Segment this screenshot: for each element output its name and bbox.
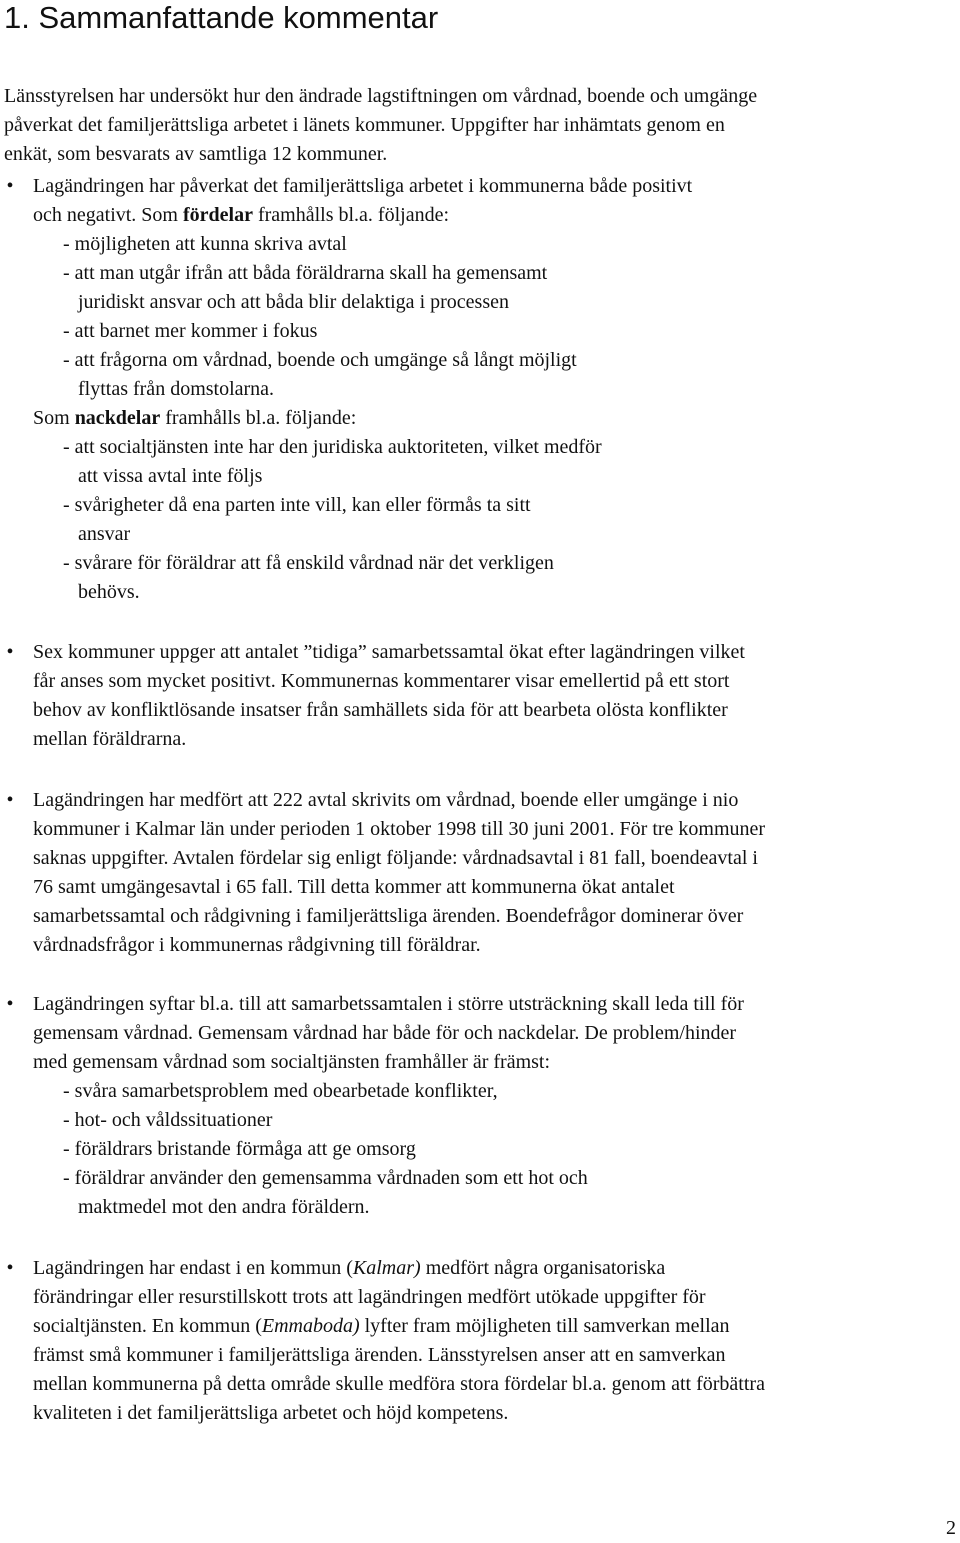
bullet-icon: • xyxy=(6,641,14,663)
text-run: framhålls bl.a. följande: xyxy=(160,407,357,429)
pros-item-continued: juridiskt ansvar och att båda blir delaktiga i processen xyxy=(78,291,509,313)
page-number: 2 xyxy=(946,1517,956,1539)
text-run: lyfter fram möjligheten till samverkan mellan xyxy=(359,1315,730,1337)
bullet-item-problems xyxy=(6,990,958,1222)
bullet-line: Lagändringen har påverkat det familjerättsliga arbetet i kommunerna både positivt xyxy=(33,175,693,197)
bullet-icon: • xyxy=(6,1257,14,1279)
municipality-name: Kalmar) xyxy=(352,1257,421,1279)
bullet-line: Lagändringen har medfört att 222 avtal skrivits om vårdnad, boende eller umgänge i nio xyxy=(33,789,739,811)
cons-item-continued: att vissa avtal inte följs xyxy=(78,465,263,487)
bullet-line: gemensam vårdnad. Gemensam vårdnad har både för och nackdelar. De problem/hinder xyxy=(33,1022,737,1044)
intro-paragraph xyxy=(4,82,956,169)
text-run: framhålls bl.a. följande: xyxy=(252,204,450,226)
emphasis-cons: nackdelar xyxy=(74,407,161,429)
text-run: medfört några organisatoriska xyxy=(420,1257,666,1279)
bullet-item-effects xyxy=(6,172,958,607)
bullet-line: vårdnadsfrågor i kommunernas rådgivning till föräldrar. xyxy=(33,934,481,956)
problem-item: - hot- och våldssituationer xyxy=(63,1109,273,1131)
pros-item: - att barnet mer kommer i fokus xyxy=(63,320,318,342)
bullet-icon: • xyxy=(6,993,14,1015)
bullet-line xyxy=(33,201,958,230)
cons-item: - att socialtjänsten inte har den juridiska auktoriteten, vilket medför xyxy=(63,436,602,458)
bullet-line: 76 samt umgängesavtal i 65 fall. Till detta kommer att kommunerna ökat antalet xyxy=(33,876,675,898)
cons-intro xyxy=(33,404,958,433)
section-heading: 1. Sammanfattande kommentar xyxy=(4,0,439,35)
municipality-name: Emmaboda) xyxy=(261,1315,360,1337)
bullet-line: saknas uppgifter. Avtalen fördelar sig enligt följande: vårdnadsavtal i 81 fall, boendeavtal i xyxy=(33,847,758,869)
text-run: Lagändringen har endast i en kommun ( xyxy=(33,1257,353,1279)
problem-item: - föräldrar använder den gemensamma vårdnaden som ett hot och xyxy=(63,1167,588,1189)
bullet-line: samarbetssamtal och rådgivning i familjerättsliga ärenden. Boendefrågor dominerar över xyxy=(33,905,744,927)
bullet-item-agreements xyxy=(6,786,958,960)
bullet-line: behov av konfliktlösande insatser från samhällets sida för att bearbeta olösta konflikter xyxy=(33,699,728,721)
problem-item: - svåra samarbetsproblem med obearbetade konflikter, xyxy=(63,1080,498,1102)
bullet-line: med gemensam vårdnad som socialtjänsten framhåller är främst: xyxy=(33,1051,551,1073)
pros-item: - att man utgår ifrån att båda föräldrarna skall ha gemensamt xyxy=(63,262,548,284)
bullet-icon: • xyxy=(6,175,14,197)
cons-item-continued: ansvar xyxy=(78,523,131,545)
bullet-line: förändringar eller resurstillskott trots att lagändringen medfört utökade uppgifter för xyxy=(33,1286,706,1308)
intro-line: påverkat det familjerättsliga arbetet i länets kommuner. Uppgifter har inhämtats genom en xyxy=(4,114,725,136)
pros-item: - möjligheten att kunna skriva avtal xyxy=(63,233,347,255)
bullet-line: främst små kommuner i familjerättsliga ärenden. Länsstyrelsen anser att en samverkan xyxy=(33,1344,726,1366)
text-run: Som xyxy=(33,407,75,429)
text-run: och negativt. Som xyxy=(33,204,183,226)
intro-line: enkät, som besvarats av samtliga 12 kommuner. xyxy=(4,143,388,165)
text-run: socialtjänsten. En kommun ( xyxy=(33,1315,262,1337)
emphasis-pros: fördelar xyxy=(182,204,253,226)
bullet-line: kvaliteten i det familjerättsliga arbetet och höjd kompetens. xyxy=(33,1402,509,1424)
bullet-line: Sex kommuner uppger att antalet ”tidiga” samarbetssamtal ökat efter lagändringen vilket xyxy=(33,641,745,663)
bullet-line: mellan kommunerna på detta område skulle medföra stora fördelar bl.a. genom att förbättra xyxy=(33,1373,765,1395)
cons-item-continued: behövs. xyxy=(78,581,140,603)
intro-line: Länsstyrelsen har undersökt hur den ändrade lagstiftningen om vårdnad, boende och umgänge xyxy=(4,85,758,107)
bullet-icon: • xyxy=(6,789,14,811)
cons-item: - svårigheter då ena parten inte vill, kan eller förmås ta sitt xyxy=(63,494,531,516)
bullet-line: mellan föräldrarna. xyxy=(33,728,187,750)
bullet-item-organisation xyxy=(6,1254,958,1428)
problem-item-continued: maktmedel mot den andra föräldern. xyxy=(78,1196,370,1218)
bullet-line: Lagändringen syftar bl.a. till att samarbetssamtalen i större utsträckning skall leda till för xyxy=(33,993,744,1015)
pros-item: - att frågorna om vårdnad, boende och umgänge så långt möjligt xyxy=(63,349,577,371)
bullet-line: får anses som mycket positivt. Kommunernas kommentarer visar emellertid på ett stort xyxy=(33,670,730,692)
problem-item: - föräldrars bristande förmåga att ge omsorg xyxy=(63,1138,416,1160)
bullet-line xyxy=(33,1254,958,1283)
bullet-line xyxy=(33,1312,958,1341)
bullet-line: kommuner i Kalmar län under perioden 1 oktober 1998 till 30 juni 2001. För tre kommuner xyxy=(33,818,766,840)
pros-item-continued: flyttas från domstolarna. xyxy=(78,378,275,400)
bullet-item-mediation xyxy=(6,638,958,754)
cons-item: - svårare för föräldrar att få enskild vårdnad när det verkligen xyxy=(63,552,554,574)
